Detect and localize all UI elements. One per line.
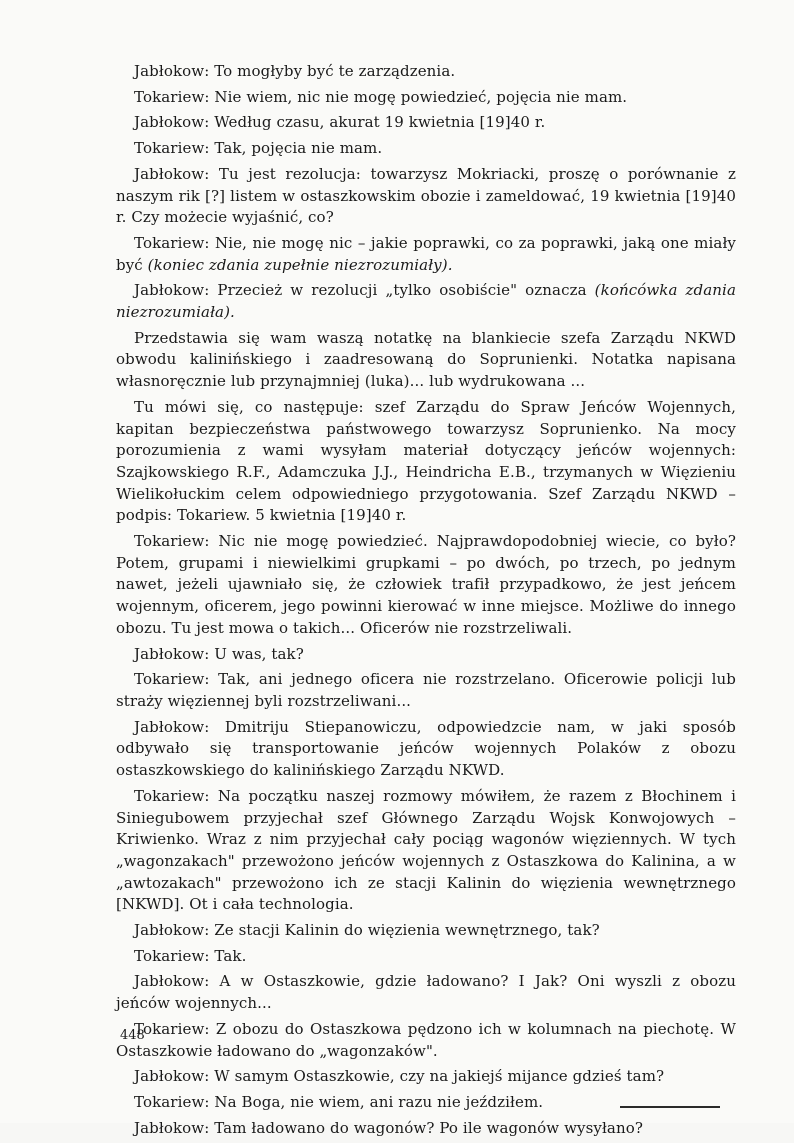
paragraph bbox=[116, 971, 736, 1014]
paragraph bbox=[116, 138, 736, 160]
paragraph bbox=[116, 531, 736, 640]
paragraph bbox=[116, 1118, 736, 1140]
paragraph bbox=[116, 61, 736, 83]
paragraph-text: Tokariew: Nic nie mogę powiedzieć. Najprawdopodobniej wiecie, co było? Potem, grupami i niewielkimi grupkami – po dwóch, po trzech, po jednym nawet, jeżeli ujawniało się, że człowiek trafił przypadkowo, że jest jeńcem wojennym, oficerem, jego powinni kierować w inne miejsce. Możliwe do innego obozu. Tu jest mowa o takich... Oficerów nie rozstrzeliwali. bbox=[116, 532, 736, 637]
paragraph bbox=[116, 644, 736, 666]
paragraph bbox=[116, 669, 736, 712]
paragraph-text: Tokariew: Tak, ani jednego oficera nie rozstrzelano. Oficerowie policji lub straży więziennej byli rozstrzeliwani... bbox=[116, 670, 736, 710]
paragraph-text: Tokariew: Na Boga, nie wiem, ani razu nie jeździłem. bbox=[134, 1092, 544, 1111]
paragraph bbox=[116, 1066, 736, 1088]
paragraph bbox=[116, 1092, 736, 1114]
editorial-note: (końcówka zdania niezrozumiała). bbox=[116, 281, 736, 322]
paragraph-text: Jabłokow: Tam ładowano do wagonów? Po ile wagonów wysyłano? bbox=[134, 1118, 644, 1137]
paragraph-text: Tu mówi się, co następuje: szef Zarządu do Spraw Jeńców Wojennych, kapitan bezpieczeństwa państwowego towarzysz Soprunienko. Na mocy porozumienia z wami wysyłam materiał dotyczący jeńców wojennych: Szajkowskiego R.F., Adamczuka J.J., Heindricha E.B., trzymanych w Więzieniu Wielikołuckim celem odpowiedniego przygotowania. Szef Zarządu NKWD – podpis: Tokariew. 5 kwietnia [19]40 r. bbox=[116, 397, 736, 525]
page-number: 448 bbox=[120, 1028, 145, 1043]
paragraph-text: Jabłokow: U was, tak? bbox=[134, 644, 304, 663]
paragraph bbox=[116, 112, 736, 134]
paragraph-text: Jabłokow: A w Ostaszkowie, gdzie ładowano? I Jak? Oni wyszli z obozu jeńców wojennych... bbox=[116, 972, 736, 1013]
paragraph-text: Tokariew: Nie, nie mogę nic – jakie poprawki, co za poprawki, jaką one miały być bbox=[116, 233, 736, 274]
paragraph-text: Tokariew: Na początku naszej rozmowy mówiłem, że razem z Błochinem i Siniegubowem przyjechał szef Głównego Zarządu Wojsk Konwojowych – Kriwienko. Wraz z nim przyjechał cały pociąg wagonów więziennych. W tych „wagonzakach" przewożono jeńców wojennych z Ostaszkowa do Kalinina, a w „awtozakach" przewożono ich ze stacji Kalinin do więzienia wewnętrznego [NKWD]. Ot i cała technologia. bbox=[116, 786, 736, 914]
paragraph-text: Tokariew: Tak. bbox=[134, 946, 247, 965]
footer-rule bbox=[620, 1106, 720, 1108]
paragraph-text: Jabłokow: Dmitriju Stiepanowiczu, odpowiedzcie nam, w jaki sposób odbywało się transportowanie jeńców wojennych Polaków z obozu ostaszkowskiego do kalinińskiego Zarządu NKWD. bbox=[116, 717, 736, 780]
paragraph-text: Przedstawia się wam waszą notatkę na blankiecie szefa Zarządu NKWD obwodu kalinińskiego i zaadresowaną do Soprunienki. Notatka napisana własnoręcznie lub przynajmniej (luka)... lub wydrukowana ... bbox=[116, 328, 736, 391]
paragraph bbox=[116, 164, 736, 229]
paragraph bbox=[116, 233, 736, 276]
paragraph bbox=[116, 397, 736, 527]
editorial-note: (koniec zdania zupełnie niezrozumiały). bbox=[147, 255, 453, 274]
paragraph bbox=[116, 946, 736, 968]
paragraph bbox=[116, 786, 736, 916]
paragraph-text: Jabłokow: Przecież w rezolucji „tylko osobiście" oznacza bbox=[134, 281, 587, 300]
paragraph bbox=[116, 280, 736, 323]
paragraph-text: Jabłokow: Według czasu, akurat 19 kwietnia [19]40 r. bbox=[134, 113, 546, 132]
paragraph-text: Jabłokow: Tu jest rezolucja: towarzysz Mokriacki, proszę o porównanie z naszym rik [?] listem w ostaszkowskim obozie i zameldować, 19 kwietnia [19]40 r. Czy możecie wyjaśnić, co? bbox=[116, 164, 736, 227]
paragraph-text: Tokariew: Z obozu do Ostaszkowa pędzono ich w kolumnach na piechotę. W Ostaszkowie ładowano do „wagonzaków". bbox=[116, 1019, 736, 1060]
paragraph bbox=[116, 328, 736, 393]
paragraph-text: Jabłokow: To mogłyby być te zarządzenia. bbox=[134, 62, 456, 80]
body-text bbox=[116, 61, 736, 1143]
paragraph bbox=[116, 920, 736, 942]
paragraph bbox=[116, 717, 736, 782]
paragraph-text: Jabłokow: Ze stacji Kalinin do więzienia wewnętrznego, tak? bbox=[134, 921, 600, 940]
paragraph-text: Tokariew: Tak, pojęcia nie mam. bbox=[134, 139, 383, 158]
paragraph bbox=[116, 87, 736, 109]
paragraph bbox=[116, 1019, 736, 1062]
paragraph-text: Jabłokow: W samym Ostaszkowie, czy na jakiejś mijance gdzieś tam? bbox=[134, 1067, 665, 1086]
paragraph-text: Tokariew: Nie wiem, nic nie mogę powiedzieć, pojęcia nie mam. bbox=[134, 87, 628, 106]
